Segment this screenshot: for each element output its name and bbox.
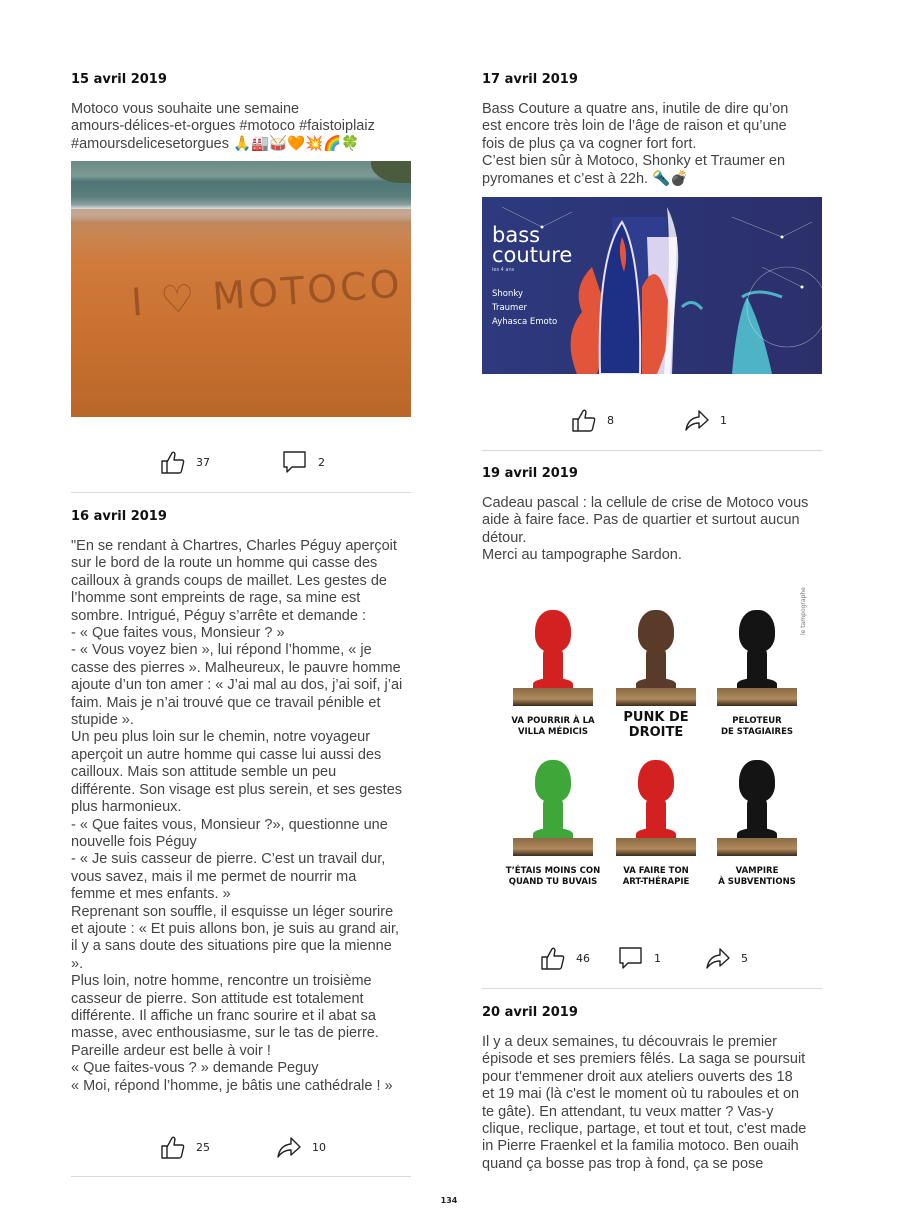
comment-button[interactable] bbox=[282, 449, 325, 475]
stamp-item bbox=[697, 748, 817, 893]
reactions-bar bbox=[160, 449, 325, 475]
comment-count: 1 bbox=[654, 951, 661, 965]
stamp-base bbox=[616, 688, 696, 706]
stamp-handle bbox=[535, 610, 571, 652]
divider bbox=[71, 492, 411, 493]
thumbs-up-icon bbox=[160, 1134, 186, 1160]
post-19-avril bbox=[482, 466, 827, 565]
stamp-handle bbox=[535, 760, 571, 802]
like-button[interactable] bbox=[571, 407, 614, 433]
share-arrow-icon bbox=[705, 945, 731, 971]
share-arrow-icon bbox=[276, 1134, 302, 1160]
like-count: 25 bbox=[196, 1140, 210, 1154]
like-count: 37 bbox=[196, 455, 210, 469]
comment-icon bbox=[618, 945, 644, 971]
post-15-avril bbox=[71, 72, 416, 153]
stamp-base bbox=[513, 838, 593, 856]
thumbs-up-icon bbox=[540, 945, 566, 971]
poster-title: bass couture bbox=[492, 223, 573, 267]
post-date: 15 avril 2019 bbox=[71, 72, 167, 87]
divider bbox=[71, 1176, 411, 1177]
share-button[interactable] bbox=[705, 945, 748, 971]
stamp-base bbox=[717, 838, 797, 856]
post-date: 20 avril 2019 bbox=[482, 1005, 578, 1020]
divider bbox=[482, 988, 822, 989]
like-count: 8 bbox=[607, 413, 614, 427]
beach-photo bbox=[71, 161, 411, 417]
post-text: Bass Couture a quatre ans, inutile de dire qu’on est encore très loin de l’âge de raison et qu’une fois de plus ça va cogner fort fort. C’est bien sûr à Motoco, Shonky et Traumer en pyromanes et c’est à 22h. 🔦💣 bbox=[482, 101, 789, 187]
share-button[interactable] bbox=[684, 407, 727, 433]
comment-button[interactable] bbox=[618, 945, 661, 971]
reactions-bar bbox=[540, 945, 748, 971]
thumbs-up-icon bbox=[571, 407, 597, 433]
poster-tagline: les 4 ans bbox=[492, 267, 515, 273]
poster-lineup: Shonky Traumer Ayhasca Emoto bbox=[492, 289, 558, 327]
stamp-base bbox=[717, 688, 797, 706]
stamp-handle bbox=[638, 610, 674, 652]
bass-couture-poster bbox=[482, 197, 822, 374]
stamp-item bbox=[493, 598, 613, 743]
post-17-avril bbox=[482, 72, 827, 188]
post-date: 16 avril 2019 bbox=[71, 509, 167, 524]
post-date: 17 avril 2019 bbox=[482, 72, 578, 87]
stamp-handle bbox=[739, 610, 775, 652]
post-16-avril bbox=[71, 509, 416, 1095]
reactions-bar bbox=[160, 1134, 326, 1160]
post-text: Cadeau pascal : la cellule de crise de Motoco vous aide à faire face. Pas de quartier et surtout aucun détour. Merci au tampographe Sardon. bbox=[482, 495, 809, 564]
stamp-label: VA FAIRE TON ART-THÉRAPIE bbox=[622, 866, 690, 887]
stamp-label: PELOTEUR DE STAGIAIRES bbox=[720, 716, 793, 737]
sand-writing: I ♡ MOTOCO bbox=[129, 261, 404, 325]
like-button[interactable] bbox=[160, 1134, 210, 1160]
stamp-item bbox=[493, 748, 613, 893]
stamp-item bbox=[697, 598, 817, 743]
stamp-handle bbox=[638, 760, 674, 802]
comment-icon bbox=[282, 449, 308, 475]
stamp-label: T’ÉTAIS MOINS CON QUAND TU BUVAIS bbox=[505, 866, 601, 887]
stamp-label: PUNK DE DROITE bbox=[623, 710, 689, 740]
share-count: 5 bbox=[741, 951, 748, 965]
thumbs-up-icon bbox=[160, 449, 186, 475]
post-date: 19 avril 2019 bbox=[482, 466, 578, 481]
page-number: 134 bbox=[440, 1196, 458, 1205]
post-20-avril bbox=[482, 1005, 827, 1173]
share-button[interactable] bbox=[276, 1134, 326, 1160]
share-count: 10 bbox=[312, 1140, 326, 1154]
comment-count: 2 bbox=[318, 455, 325, 469]
stamp-label: VA POURRIR À LA VILLA MÉDICIS bbox=[511, 716, 595, 737]
like-count: 46 bbox=[576, 951, 590, 965]
share-count: 1 bbox=[720, 413, 727, 427]
like-button[interactable] bbox=[160, 449, 210, 475]
stamp-base bbox=[616, 838, 696, 856]
reactions-bar bbox=[571, 407, 727, 433]
stamp-base bbox=[513, 688, 593, 706]
stamp-label: VAMPIRE À SUBVENTIONS bbox=[718, 866, 796, 887]
photo-credit: le tampographe bbox=[800, 587, 807, 635]
stamp-handle bbox=[739, 760, 775, 802]
share-arrow-icon bbox=[684, 407, 710, 433]
post-text: Il y a deux semaines, tu découvrais le premier épisode et ses premiers fêlés. La saga se poursuit pour t'emmener droit aux ateliers ouverts des 18 et 19 mai (là c'est le moment où tu raboules et on te gâte). En attendant, tu veux matter ? Vas-y clique, reclique, partage, et tout et tout, c'est made in Pierre Fraenkel et la familia motoco. Ben ouaih quand ça bosse pas trop à fond, ça se pose bbox=[482, 1034, 807, 1172]
like-button[interactable] bbox=[540, 945, 590, 971]
post-text: Motoco vous souhaite une semaine amours-délices-et-orgues #motoco #faistoiplaiz #amoursdelicesetorgues 🙏🏭🥁🧡💥🌈🍀 bbox=[71, 101, 375, 152]
post-text: "En se rendant à Chartres, Charles Péguy aperçoit sur le bord de la route un homme qui casse des cailloux à grands coups de maillet. Les gestes de l’homme sont empreints de rage, sa mine est sombre. Intrigué, Péguy s’arrête et demande : - « Que faites vous, Monsieur ? » - « Vous voyez bien », lui répond l’homme, « je casse des pierres ». Malheureux, le pauvre homme ajoute d’un ton amer : « J’ai mal au dos, j’ai soif, j’ai faim. Mais je n’ai trouvé que ce travail pénible et stupide ». Un peu plus loin sur le chemin, notre voyageur aperçoit un autre homme qui casse lui aussi des cailloux. Mais son attitude semble un peu différente. Son visage est plus serein, et ses gestes plus harmonieux. - « Que faites vous, Monsieur ?», questionne une nouvelle fois Péguy - « Je suis casseur de pierre. C’est un travail dur, vous savez, mais il me permet de nourrir ma femme et mes enfants. » Reprenant son souffle, il esquisse un léger sourire et ajoute : « Et puis allons bon, je suis au grand air, il y a sans doute des situations pire que la mienne ». Plus loin, notre homme, rencontre un troisième casseur de pierre. Son attitude est totalement différente. Il affiche un franc sourire et il abat sa masse, avec enthousiasme, sur le tas de pierre. Pareille ardeur est belle à voir ! « Que faites-vous ? » demande Peguy « Moi, répond l’homme, je bâtis une cathédrale ! » bbox=[71, 538, 403, 1094]
divider bbox=[482, 450, 822, 451]
